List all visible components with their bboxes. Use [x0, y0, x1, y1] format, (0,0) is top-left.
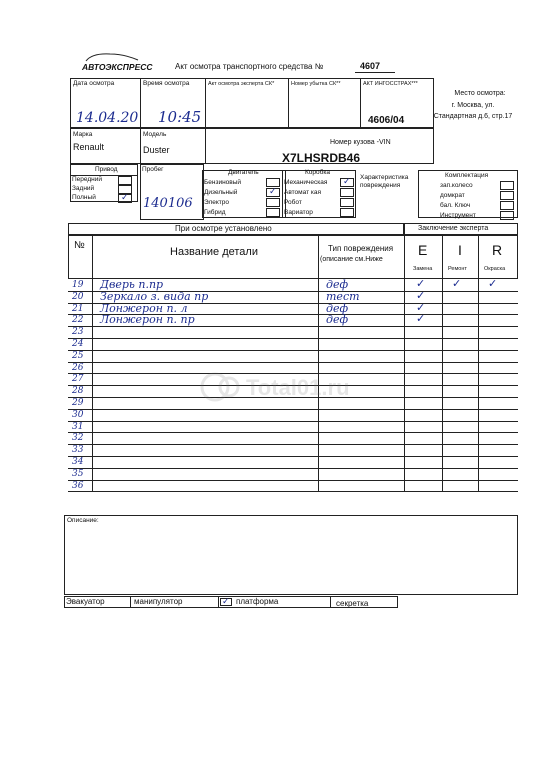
table-row-number: 33 [72, 445, 84, 456]
conclusion-check-icon: ✓ [416, 313, 426, 326]
date-value: 14.04.20 [76, 110, 139, 126]
table-row-number: 22 [72, 315, 84, 326]
drive-checkbox-front[interactable] [118, 176, 132, 185]
col-name-header: Название детали [170, 246, 258, 258]
act-number: 4607 [360, 61, 381, 71]
table-row-damage: деф [326, 278, 349, 291]
col-e-header: E [418, 242, 428, 258]
table-row-divider [68, 409, 518, 410]
description-label: Описание: [67, 517, 99, 524]
engine-option-hybrid: Гибрид [204, 209, 226, 216]
equipment-checkbox-jack[interactable] [500, 191, 514, 200]
watermark-text: Total01.ru [246, 375, 350, 400]
col-i-sub: Ремонт [448, 266, 467, 272]
act-sk-label: Акт осмотра эксперта СК* [208, 81, 275, 87]
table-row-number: 20 [72, 291, 84, 302]
conclusion-check-icon: ✓ [416, 289, 426, 302]
table-row-number: 27 [72, 374, 84, 385]
engine-option-diesel: Дизельный [204, 189, 238, 196]
engine-checkbox-electric[interactable] [266, 198, 280, 207]
table-row-damage: деф [326, 313, 349, 327]
conclusion-label: Заключение эксперта [418, 225, 489, 232]
gearbox-checkbox-variator[interactable] [340, 208, 354, 217]
table-row-number: 30 [72, 409, 84, 420]
engine-checkbox-hybrid[interactable] [266, 208, 280, 217]
car-logo-icon [82, 52, 142, 62]
conclusion-check-icon: ✓ [488, 278, 498, 290]
table-row-number: 24 [72, 339, 84, 349]
loss-number-label: Номер убытка СК** [291, 81, 341, 87]
gearbox-label: Коробка [305, 169, 330, 176]
equipment-checkbox-wrench[interactable] [500, 201, 514, 210]
table-row-number: 35 [72, 468, 84, 479]
page-title: Акт осмотра транспортного средства № [175, 62, 324, 71]
conclusion-check-icon: ✓ [416, 278, 426, 290]
table-row-number: 31 [72, 421, 84, 432]
mileage-label: Пробег [142, 166, 164, 173]
table-row-divider [68, 362, 518, 363]
date-label: Дата осмотра [73, 80, 115, 87]
place-label: Место осмотра: [454, 90, 506, 97]
check-mark-icon: ✓ [269, 186, 277, 196]
drive-option-rear: Задний [72, 185, 95, 192]
drive-checkbox-full[interactable] [118, 194, 132, 203]
model-value: Duster [143, 145, 170, 155]
gearbox-checkbox-robot[interactable] [340, 198, 354, 207]
drive-label: Привод [95, 166, 118, 173]
engine-option-petrol: Бензиновый [204, 179, 242, 186]
equipment-option-tools: Инструмент [440, 212, 476, 219]
time-value: 10:45 [158, 108, 202, 126]
col-damage-sub: (описание см.Ниже [320, 256, 383, 263]
table-row-divider [68, 468, 518, 469]
engine-label: Двигатель [228, 169, 259, 176]
table-row-number: 23 [72, 327, 84, 338]
check-mark-icon: ✓ [222, 596, 230, 606]
equipment-option-spare-wheel: зап.колесо [440, 182, 473, 189]
equipment-option-wrench: бал. Ключ [440, 202, 471, 209]
table-row-divider [68, 444, 518, 445]
platform-checkbox[interactable] [220, 598, 232, 606]
mileage-value: 140106 [143, 196, 193, 211]
secret-label: секретка [336, 599, 369, 608]
table-row-number: 32 [72, 433, 84, 444]
col-e-sub: Замена [413, 266, 433, 272]
platform-label: платформа [236, 597, 279, 606]
equipment-option-jack: домкрат [440, 192, 465, 199]
table-row-divider [68, 480, 518, 481]
evacuator-label: Эвакуатор [66, 597, 105, 606]
equipment-checkbox-tools[interactable] [500, 211, 514, 220]
check-mark-icon: ✓ [343, 176, 351, 186]
watermark-logo-icon [200, 372, 240, 402]
table-row-divider [68, 432, 518, 433]
gearbox-option-manual: Механическая [284, 179, 328, 186]
table-row-part-name: Дверь п.пр [100, 278, 164, 291]
section-label: При осмотре установлено [175, 224, 272, 233]
col-no-header: № [74, 240, 85, 251]
col-i-header: I [458, 242, 462, 258]
ingos-label: АКТ ИНГОССТРАХ*** [363, 81, 418, 87]
drive-option-front: Передний [72, 176, 103, 183]
table-row-number: 34 [72, 457, 84, 467]
drive-option-full: Полный [72, 194, 96, 201]
table-row-number: 36 [72, 480, 84, 491]
gearbox-checkbox-manual[interactable] [340, 178, 354, 187]
gearbox-checkbox-auto[interactable] [340, 188, 354, 197]
place-value: г. Москва, ул. Стандартная д.6, стр.17 [433, 102, 513, 120]
equipment-checkbox-spare-wheel[interactable] [500, 181, 514, 190]
table-row-number: 26 [72, 362, 84, 373]
table-row-divider [68, 456, 518, 457]
col-r-sub: Окраска [484, 266, 506, 272]
table-row-damage: тест [326, 289, 360, 303]
manipulator-label: манипулятор [134, 597, 183, 606]
make-label: Марка [73, 131, 93, 138]
engine-option-electric: Электро [204, 199, 229, 206]
table-row-damage: деф [326, 301, 349, 315]
table-row-part-name: Лонжерон п. пр [100, 313, 195, 327]
conclusion-check-icon: ✓ [452, 278, 462, 290]
table-row-number: 25 [72, 350, 84, 361]
conclusion-check-icon: ✓ [416, 301, 426, 314]
gearbox-option-auto: Автомат кая [284, 189, 322, 196]
table-row-divider [68, 338, 518, 339]
gearbox-option-variator: Вариатор [284, 209, 313, 216]
engine-checkbox-diesel[interactable] [266, 188, 280, 197]
table-row-part-name: Лонжерон п. л [100, 301, 188, 315]
col-damage-header: Тип повреждения [328, 244, 394, 253]
table-row-divider [68, 491, 518, 492]
damage-char-label: Характеристика повреждения [360, 174, 409, 189]
table-row-number: 28 [72, 386, 84, 397]
table-row-number: 19 [72, 280, 84, 290]
gearbox-option-robot: Робот [284, 199, 302, 206]
vin-value: X7LHSRDB46 [282, 151, 361, 165]
table-row-divider [68, 421, 518, 422]
table-row-divider [68, 350, 518, 351]
ingos-value: 4606/04 [368, 115, 405, 126]
table-row-part-name: Зеркало з. вида пр [100, 289, 209, 303]
table-row-number: 29 [72, 398, 84, 408]
check-mark-icon: ✓ [121, 192, 129, 202]
time-label: Время осмотра [143, 80, 190, 87]
equipment-label: Комплектация [445, 172, 489, 179]
logo [82, 52, 153, 72]
make-value: Renault [73, 142, 105, 152]
col-r-header: R [492, 242, 503, 258]
model-label: Модель [143, 131, 167, 138]
table-row-number: 21 [72, 303, 84, 314]
logo-text: АВТОЭКСПРЕСС [82, 62, 153, 72]
vin-label: Номер кузова -VIN [330, 139, 391, 146]
